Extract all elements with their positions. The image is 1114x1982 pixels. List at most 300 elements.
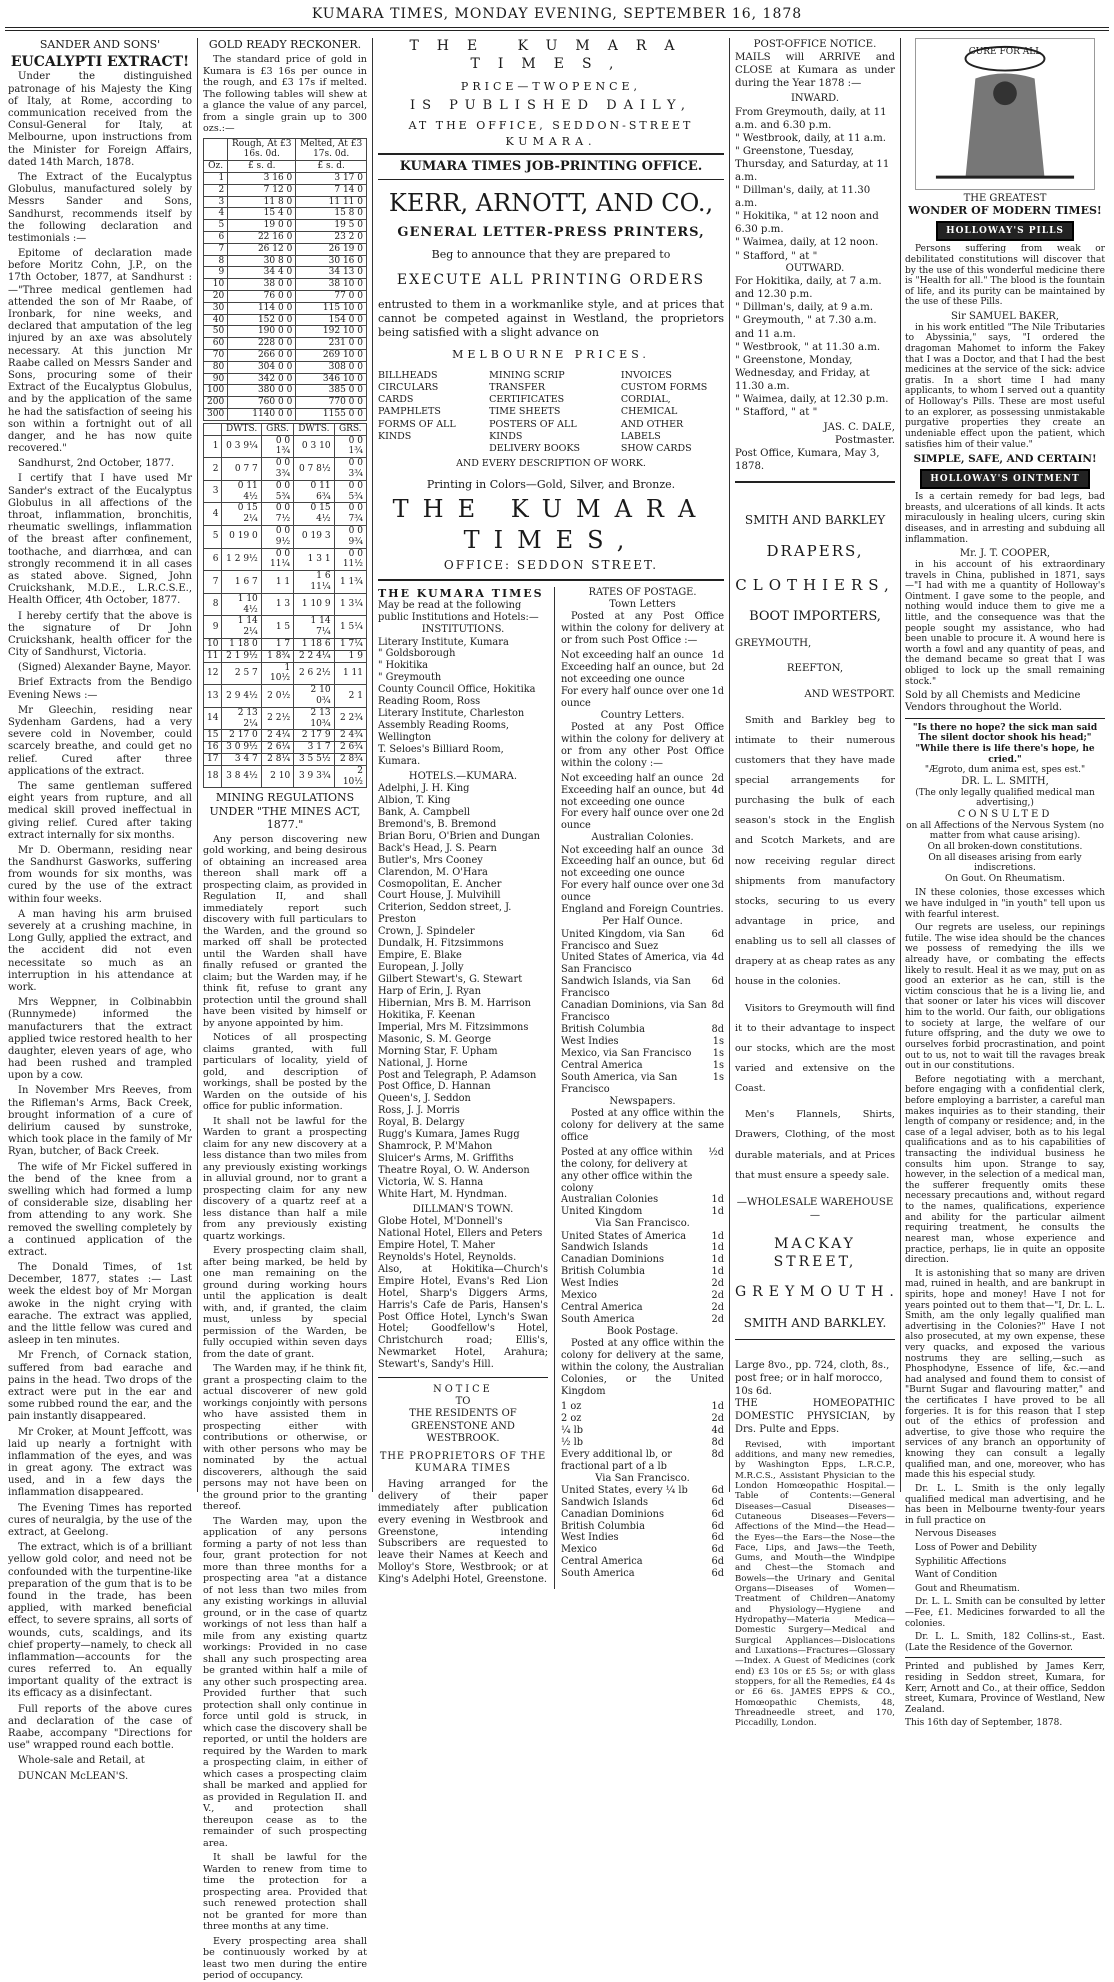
rate-row (561, 856, 724, 880)
dwt-cell: 1 5¼ (334, 616, 366, 639)
rate-value: 1d (711, 1242, 724, 1254)
dwt-cell: 3 5 5½ (294, 753, 334, 765)
dwt-row (204, 525, 367, 548)
ounce-cell: 269 10 0 (296, 350, 367, 362)
mining-body (203, 834, 367, 1982)
rate-label: ¼ lb (561, 1424, 584, 1436)
rate-heading: Town Letters (609, 599, 676, 610)
rate-row (561, 1568, 724, 1580)
oz-header (204, 138, 228, 161)
hotel-item: Bank, A. Campbell (378, 806, 471, 818)
column-divider (900, 38, 901, 1492)
ounce-row (204, 173, 367, 185)
dwt-row (204, 480, 367, 503)
masthead-rule-2 (5, 30, 1109, 31)
dillman-item: National Hotel, Ellers and Peters (378, 1227, 543, 1239)
hotel-item: Rugg's Kumara, James Rugg (378, 1129, 520, 1141)
dwt-cell: 0 0 5¾ (334, 480, 366, 503)
ounce-row (204, 255, 367, 267)
ounce-cell: 192 10 0 (296, 326, 367, 338)
imprint: Printed and published by James Kerr, residing in Seddon street, Kumara, for Kerr, Arnott and Co., at their office, Seddon street, Kumara, Province of Westland, New Zealand. (905, 1662, 1105, 1715)
rate-row (561, 1048, 724, 1060)
ounce-cell: 7 14 0 (296, 184, 367, 196)
rate-label: West Indies (561, 1532, 619, 1544)
smith-paragraph: IN these colonies, those excesses which we have indulged in "in youth" tell upon us with fearful interest. (905, 888, 1105, 920)
dwt-cell: 2 10 (261, 765, 293, 788)
po-intro: MAILS will ARRIVE and CLOSE at Kumara as under during the Year 1878 :— (735, 52, 895, 90)
rate-label: Central America (561, 1059, 643, 1071)
dwt-cell: 1 10 4½ (222, 593, 261, 616)
divider (905, 1657, 1105, 1658)
dwt-cell: 1 10½ (261, 662, 293, 685)
ounce-cell: 6 (204, 232, 228, 244)
homeo-title: THE HOMEOPATHIC DOMESTIC PHYSICIAN, by Drs. Pulte and Epps. (735, 1398, 895, 1435)
eucalypti-paragraph: Mr French, of Cornack station, suffered from bad earache and pains in the head. Two drops of the extract were put in the ear and some rubbed round the ear, and the pain instantly disappeared. (8, 1350, 192, 1423)
greymouth: GREYMOUTH, (735, 638, 812, 650)
dwt-row (204, 458, 367, 481)
rate-value: 4d (711, 784, 724, 796)
rate-value: 4d (711, 952, 724, 964)
printing-item: BILLHEADS (378, 369, 438, 381)
rate-value: ½d (708, 1146, 724, 1158)
po-signature: JAS. C. DALE, (823, 421, 895, 433)
printing-item: CORDIAL, CHEMICAL (620, 394, 678, 418)
smith-paragraph: Dr. L. L. Smith, 182 Collins-st., East. (Late the Residence of the Governor. (905, 1632, 1105, 1653)
dwt-table (203, 423, 367, 789)
rate-row (561, 1290, 724, 1302)
eucalypti-paragraph: The Extract of the Eucalyptus Globulus, manufactured solely by Messrs Sander and Sons, Sandhurst, recommends itself by the following declaration and testimonials :— (8, 171, 192, 244)
hotel-item: Theatre Royal, O. W. Anderson (378, 1165, 530, 1177)
ounce-cell: 760 0 0 (228, 397, 296, 409)
rate-value: 2d (711, 808, 724, 820)
hotel-item: Queen's, J. Seddon (378, 1093, 471, 1105)
rate-value: 1d (711, 1266, 724, 1278)
pills-banner: HOLLOWAY'S PILLS (936, 221, 1074, 242)
ounce-cell: 23 2 0 (296, 232, 367, 244)
post-office-column (735, 38, 900, 1729)
dwts-header: DWTS. (294, 423, 334, 435)
dwt-row (204, 707, 367, 730)
rate-text: Posted at any office within the colony for delivery at the same office (561, 1107, 724, 1143)
rate-value: 1d (711, 1194, 724, 1206)
smith-paragraph: Gout and Rheumatism. (915, 1583, 1020, 1594)
smith-paragraph: Before negotiating with a merchant, before engaging with a confidential clerk, before employing a barrister, a careful man makes inquiries as to their standing, their length of company or residence; and, in the case of a legal adviser, both as to his legal qualifications and as to his capabilities of transacting the individual business he consults him upon. Strange to say, however, in the selection of a medical man, the sufferer frequently omits these necessary precautions and, without regard to the names, qualifications, experience and ability for the particular ailment requiring treatment, he consults the nearest man, whose experience and practice, perhaps, lie in quite an opposite direction. (905, 1074, 1105, 1266)
rate-label: South America, via San Francisco (561, 1071, 678, 1095)
dwt-cell: 0 0 11½ (334, 548, 366, 571)
institution-item: Literary Institute, Kumara (378, 636, 509, 648)
rate-label: Sandwich Islands (561, 1496, 649, 1508)
hotel-item: Gilbert Stewart's, G. Stewart (378, 974, 523, 986)
rates-title: RATES OF POSTAGE. (588, 587, 697, 599)
rate-label: United States of America, via San Francisco (561, 952, 707, 976)
rate-row (561, 1556, 724, 1568)
printing-item: SHOW CARDS (620, 442, 692, 454)
rate-label: South America (561, 1568, 635, 1580)
rate-value: 1d (711, 685, 724, 697)
mining-paragraph: Every prospecting area shall be continuously worked by at least two men during the entire period of occupancy. (203, 1935, 367, 1982)
ounce-cell: 2 (204, 184, 228, 196)
rate-label: Not exceeding half an ounce (561, 650, 704, 661)
dwt-cell: 6 (204, 548, 222, 571)
hotel-item: European, J. Jolly (378, 962, 464, 974)
times-heading: THE KUMARA TIMES, (409, 38, 693, 72)
ounce-row (204, 302, 367, 314)
rate-label: United Kingdom (561, 1206, 643, 1218)
ounce-cell: 40 (204, 314, 228, 326)
ounce-cell: 26 19 0 (296, 243, 367, 255)
ounce-cell: 3 17 0 (296, 173, 367, 185)
dwt-cell: 2 17 0 (222, 730, 261, 742)
hotel-item: Hokitika, F. Keenan (378, 1009, 476, 1021)
institution-item: County Council Office, Hokitika (378, 684, 536, 696)
hotel-item: Butler's, Mrs Cooney (378, 854, 483, 866)
pills-body: Persons suffering from weak or debilitated constitutions will discover that by the use of this wonderful medicine there is "Health for all." The blood is the fountain of life, and its purity can be maintained by the use of these Pills. (905, 244, 1105, 308)
lsd-label: £ s. d. (296, 161, 367, 173)
rate-row (561, 1036, 724, 1048)
sold: Sold by all Chemists and Medicine Vendors throughout the World. (905, 690, 1081, 714)
ounce-row (204, 196, 367, 208)
dwt-cell: 2 6¾ (334, 742, 366, 754)
dwt-cell: 1 3¼ (334, 593, 366, 616)
rate-value: 1d (711, 650, 724, 661)
ounce-table (203, 138, 367, 421)
eucalypti-paragraph: Under the distinguished patronage of his Majesty the King of Italy, at Rome, according to communication received from the Consul-General for Italy, at Melbourne, upon instructions from the Minister for Foreign Affairs, dated 14th March, 1878. (8, 71, 192, 168)
printing-item: TIME SHEETS (489, 406, 561, 418)
ounce-cell: 7 (204, 243, 228, 255)
hotel-item: Dundalk, H. Fitzsimmons (378, 938, 504, 950)
dwt-cell: 1 2 9½ (222, 548, 261, 571)
holloway-column (905, 38, 1105, 1729)
rate-label: Posted at any office within the colony, for delivery at any other office within the colony (561, 1146, 693, 1194)
rate-row (561, 1449, 724, 1473)
dwt-row (204, 593, 367, 616)
rate-value: 6d (711, 1496, 724, 1508)
divider (378, 1377, 548, 1378)
baker: Sir SAMUEL BAKER, (951, 311, 1059, 323)
dwt-cell: 17 (204, 753, 222, 765)
rate-label: Not exceeding half an ounce (561, 844, 704, 856)
rate-label: Canadian Dominions (561, 1254, 665, 1266)
ointment-banner: HOLLOWAY'S OINTMENT (920, 469, 1089, 490)
rate-value: 2d (711, 1314, 724, 1326)
homeo-body: Revised, with important additions, and many new remedies, by Washington Epps, L.R.C.P., M.R.C.S., Assistant Physician to the London Homœopathic Hospital.—Table of Contents:—General Diseases—Casual Diseases—Cutaneous Diseases—Fevers—Affections of the Mind—the Head—the Eyes—the Ears—the Nose—the Face, Lips, and Jaws—the Teeth, Gums, and Mouth—the Windpipe and Chest—the Stomach and Bowels—the Urinary and Genital Organs—Diseases of Women—Treatment of Children—Anatomy and Physiology—Hygiene and Hydropathy—Materia Medica—Domestic Surgery—Medical and Surgical Appliances—Dislocations and Luxations—Fractures—Glossary—Index. A Guest of Medicines (cork end) £3 10s or £5 5s; or with glass stoppers, for all the Remedies, £4 4s or £6 6s. JAMES EPPS & CO., Homœopathic Chemists, 48, Threadneedle street, and 170, Piccadilly, London. (735, 1439, 896, 1729)
office-seddon: OFFICE: SEDDON STREET. (443, 557, 659, 572)
dwts-header: DWTS. (222, 423, 261, 435)
divider (735, 1339, 895, 1340)
eucalypti-paragraph: Whole-sale and Retail, at (18, 1755, 145, 1767)
reefton: REEFTON, (786, 663, 844, 675)
printing-item: POSTERS OF ALL KINDS (489, 418, 577, 442)
rate-row (561, 1147, 724, 1195)
smith-paragraph: Our regrets are useless, our repinings futile. The wise idea should be the chances we possess of remedying the ills we already have, or combating the effects likely to result. Heal it as we may, put on as good an exterior as he can, still is the victim conscious that he is a living lie, and that sooner or later his vices will discover him to the world. Our faith, our obligations to society at large, the welfare of our future offspring, and the duty we owe to ourselves forbid procrastination, and point out to us, not to wait till the ravages break out in our constitutions. (905, 923, 1105, 1072)
rate-label: Exceeding half an ounce, but not exceeding one ounce (561, 784, 706, 808)
ounce-row (204, 338, 367, 350)
rate-row (561, 1194, 724, 1206)
dwt-cell: 2 1 9½ (222, 650, 261, 662)
ounce-cell: 3 16 0 (228, 173, 296, 185)
rate-value: 6d (711, 1520, 724, 1532)
dwt-cell: 1 3 (261, 593, 293, 616)
dwt-cell: 0 7 7 (222, 458, 261, 481)
office-line: AT THE OFFICE, SEDDON-STREET (408, 118, 694, 132)
ounce-cell: 7 12 0 (228, 184, 296, 196)
execute-line: EXECUTE ALL PRINTING ORDERS (396, 271, 706, 288)
ounce-cell: 300 (204, 409, 228, 421)
column-divider (729, 38, 730, 1492)
dwt-cell: 1 1 (261, 571, 293, 594)
dwt-cell: 1 (204, 435, 222, 458)
rate-row (561, 1024, 724, 1036)
beg-line: Beg to announce that they are prepared to (431, 247, 671, 261)
ounce-row (204, 208, 367, 220)
ounce-cell: 19 5 0 (296, 220, 367, 232)
dwt-cell: 0 0 11¼ (261, 548, 293, 571)
ounce-cell: 26 12 0 (228, 243, 296, 255)
rate-heading: England and Foreign Countries. Per Half Ounce. (561, 904, 724, 928)
rate-value: 6d (711, 1484, 724, 1496)
ounce-row (204, 409, 367, 421)
printing-list (378, 370, 724, 455)
mail-item: From Greymouth, daily, at 11 a.m. and 6.30 p.m. (735, 106, 887, 132)
rate-row (561, 1266, 724, 1278)
rate-value: 8d (711, 1024, 724, 1036)
ounce-cell: 228 0 0 (228, 338, 296, 350)
dwt-cell: 1 6 7 (222, 571, 261, 594)
rate-label: Every additional lb, or fractional part of a lb (561, 1448, 672, 1472)
rate-label: Central America (561, 1556, 643, 1568)
institution-item: " Greymouth (378, 672, 442, 684)
ounce-cell: 231 0 0 (296, 338, 367, 350)
mining-paragraph: It shall be lawful for the Warden to renew from time to time the protection for a prospecting area. Provided that such renewed protection shall not be granted for more than three months at any time. (203, 1852, 367, 1933)
dwt-cell: 1 11 (334, 662, 366, 685)
dwt-row (204, 638, 367, 650)
hotel-item: Empire, E. Blake (378, 950, 462, 962)
mail-item: For Hokitika, daily, at 7 a.m. and 12.30 p.m. (735, 276, 882, 301)
ounce-cell: 1155 0 0 (296, 409, 367, 421)
reckoner-intro: The standard price of gold in Kumara is £3 16s per ounce in the rough, and £3 17s if melted. The following tables will shew at a glance the value of any parcel, from a single grain up to 300 ozs.:— (203, 54, 367, 135)
hotel-item: Masonic, S. M. George (378, 1033, 492, 1045)
institutions-heading: INSTITUTIONS. (421, 624, 505, 636)
divider (735, 481, 895, 483)
ounce-cell: 9 (204, 267, 228, 279)
printing-colors: Printing in Colors—Gold, Silver, and Bronze. (426, 478, 676, 492)
rate-value: 6d (711, 856, 724, 868)
rate-value: 2d (711, 772, 724, 784)
mail-item: " Waimea, daily, at 12.30 p.m. (735, 393, 889, 405)
hotel-item: Royal, B. Delargy (378, 1117, 465, 1129)
dwt-cell: 1 14 2¼ (222, 616, 261, 639)
dwt-cell: 1 9 (334, 650, 366, 662)
mining-paragraph: Every prospecting claim shall, after being marked, be held by one man remaining on the ground during working hours until the application is dealt with, and, if granted, the claim must, unless by special permission of the Warden, be fully occupied within seven days from the date of grant. (203, 1245, 367, 1360)
rate-value: 1d (711, 1230, 724, 1242)
dwt-row (204, 650, 367, 662)
divider (378, 153, 724, 155)
ounce-row (204, 267, 367, 279)
consulted: CONSULTED (957, 808, 1053, 820)
dwt-cell: 0 0 9½ (261, 525, 293, 548)
hotel-item: Harp of Erin, J. Ryan (378, 985, 481, 997)
greymouth-big: GREYMOUTH. (735, 1283, 900, 1300)
mail-item: " Westbrook, daily, at 11 a.m. (735, 133, 887, 145)
rate-row (561, 686, 724, 710)
kumara-line: KUMARA. (505, 134, 597, 148)
inward-heading: INWARD. (790, 93, 840, 105)
ounce-cell: 77 0 0 (296, 291, 367, 303)
ounce-cell: 380 0 0 (228, 385, 296, 397)
rate-label: Central America (561, 1302, 643, 1314)
ounce-cell: 34 4 0 (228, 267, 296, 279)
rough-header: Rough, At £3 16s. 0d. (228, 138, 296, 161)
every-description: AND EVERY DESCRIPTION OF WORK. (456, 458, 646, 470)
printing-item: INVOICES (620, 369, 672, 381)
mail-item: " Hokitika, " at 12 noon and 6.30 p.m. (735, 211, 879, 236)
ounce-cell: 8 (204, 255, 228, 267)
eucalypti-body (8, 71, 192, 1782)
eucalypti-paragraph: Brief Extracts from the Bendigo Evening News :— (8, 677, 192, 701)
ounce-cell: 3 (204, 196, 228, 208)
dwt-cell: 5 (204, 525, 222, 548)
dwt-cell: 2 (204, 458, 222, 481)
rate-value: 1s (712, 1071, 724, 1083)
column-divider (372, 38, 373, 1492)
rate-text: Posted at any office within the colony for delivery at the same, within the colony, the Australian Colonies, or the United Kingdom (561, 1338, 724, 1397)
dwt-cell: 2 2½ (261, 707, 293, 730)
rate-label: Mexico, via San Francisco (561, 1047, 692, 1059)
rate-row (561, 1413, 724, 1425)
published-line: IS PUBLISHED DAILY, (409, 97, 693, 113)
ounce-cell: 22 16 0 (228, 232, 296, 244)
broken: On all broken-down constitutions. (927, 841, 1083, 852)
dwt-cell: 0 0 3¾ (334, 458, 366, 481)
outward-heading: OUTWARD. (785, 262, 845, 274)
ounce-cell: 114 0 0 (228, 302, 296, 314)
ounce-cell: 10 (204, 279, 228, 291)
dwt-cell: 7 (204, 571, 222, 594)
smith-paragraph: Loss of Power and Debility (915, 1542, 1037, 1553)
rate-heading: Via San Francisco. (595, 1218, 690, 1230)
printing-item: DELIVERY BOOKS (489, 442, 581, 454)
printing-item: CIRCULARS (378, 382, 439, 394)
ounce-row (204, 361, 367, 373)
dwt-cell: 3 8 4½ (222, 765, 261, 788)
dwt-cell: 2 2¾ (334, 707, 366, 730)
eucalypti-paragraph: A man having his arm bruised severely at a crushing machine, in Long Gully, applied the extract, and the accident did not even necessitate so much as an interruption in his attendance at work. (8, 908, 192, 993)
ointment-body: Is a certain remedy for bad legs, bad breasts, and ulcerations of all kinds. It acts miraculously in healing ulcers, curing skin diseases, and in arresting and subduing all inflammation. (905, 492, 1105, 545)
rate-value: 6d (711, 1556, 724, 1568)
rate-label: South America (561, 1314, 635, 1326)
rate-row (561, 1206, 724, 1218)
masthead-rule (5, 27, 1109, 28)
cooper: Mr. J. T. COOPER, (959, 548, 1051, 560)
mail-item: " Westbrook, " at 11.30 a.m. (735, 341, 881, 353)
dwt-cell: 9 (204, 616, 222, 639)
notice-heading: NOTICE (433, 1384, 493, 1396)
dwt-row (204, 503, 367, 526)
smith-name-2: SMITH AND BARKLEY. (743, 1315, 887, 1330)
rate-row (561, 1509, 724, 1521)
boot-importers: BOOT IMPORTERS, (749, 608, 881, 624)
ounce-cell: 308 0 0 (296, 361, 367, 373)
rate-value: 1s (712, 1059, 724, 1071)
rate-row (561, 929, 724, 953)
rate-row (561, 1401, 724, 1413)
on-all: on all Affections of the Nervous System (no matter from what cause arising). (906, 820, 1104, 842)
smith-name: SMITH AND BARKLEY (744, 513, 886, 528)
dwt-cell: 0 3 10 (294, 435, 334, 458)
masthead: KUMARA TIMES, MONDAY EVENING, SEPTEMBER 16, 1878 (311, 6, 803, 22)
postage-column (561, 587, 724, 1589)
eucalypti-paragraph: Mrs Weppner, in Colbinabbin (Runnymede) informed the manufacturers that the extract applied twice restored health to her daughter, eleven years of age, who had been rushed and trampled upon by a cow. (8, 997, 192, 1082)
greatest: THE GREATEST (963, 193, 1047, 204)
ounce-cell: 19 0 0 (228, 220, 296, 232)
rate-row (561, 1425, 724, 1437)
rate-label: British Columbia (561, 1520, 645, 1532)
holloway-seal-icon (916, 39, 1094, 187)
rate-value: 2d (711, 1278, 724, 1290)
rate-label: Sandwich Islands (561, 1242, 649, 1254)
dwt-row (204, 753, 367, 765)
eucalypti-paragraph: The Evening Times has reported cures of neuralgia, by the use of the extract, at Geelong. (8, 1502, 192, 1539)
rate-label: For every half ounce over one ounce (561, 808, 710, 832)
printing-item: MINING SCRIP (489, 369, 565, 381)
dwt-cell: 2 6 2½ (294, 662, 334, 685)
rate-label: West Indies (561, 1036, 619, 1047)
mining-title: MINING REGULATIONS UNDER "THE MINES ACT, 1877." (209, 791, 361, 831)
ounce-cell: 30 8 0 (228, 255, 296, 267)
clothiers: CLOTHIERS, (735, 575, 895, 594)
rate-value: 4d (711, 1424, 724, 1436)
rate-text: Posted at any Post Office within the colony for delivery at or from any other Post Office within the colony :— (561, 721, 724, 769)
dwt-cell: 2 4¾ (334, 730, 366, 742)
ounce-row (204, 279, 367, 291)
printing-item: CUSTOM FORMS (620, 382, 708, 394)
ounce-cell: 76 0 0 (228, 291, 296, 303)
ounce-row (204, 220, 367, 232)
ounce-cell: 34 13 0 (296, 267, 367, 279)
ounce-cell: 20 (204, 291, 228, 303)
ounce-row (204, 184, 367, 196)
dwt-cell: 4 (204, 503, 222, 526)
hotel-item: Imperial, Mrs M. Fitzsimmons (378, 1021, 529, 1033)
dwt-cell: 2 9 4½ (222, 685, 261, 708)
ounce-cell: 11 8 0 (228, 196, 296, 208)
dwt-cell: 15 (204, 730, 222, 742)
baker-body: in his work entitled "The Nile Tributaries to Abyssinia," says, "I ordered the dragoman Mahomet to inform the Fakey that I was a Doctor, and that I had the best medicines at the service of the sick: advice gratis. In a short time I had many applicants, to whom I served out a quantity of Holloway's Pills. These are most useful to an explorer, as possessing unmistakable purgative properties they create an undeniable effect upon the patient, which satisfies him of their value." (905, 322, 1105, 450)
dillman-item: Reynolds's Hotel, Reynolds. (378, 1251, 517, 1263)
dwt-row (204, 685, 367, 708)
dwt-cell: 1 5 (261, 616, 293, 639)
rate-row (561, 785, 724, 809)
hotel-item: Clarendon, M. O'Hara (378, 866, 488, 878)
hotel-item: Sluicer's Arms, M. Griffiths (378, 1153, 514, 1165)
imprint-date: This 16th day of September, 1878. (905, 1718, 1063, 1729)
dwt-cell: 0 0 1¾ (261, 435, 293, 458)
rate-label: For every half ounce over one ounce (561, 880, 710, 904)
rate-label: British Columbia (561, 1266, 645, 1278)
hotels-heading: HOTELS.—KUMARA. (408, 770, 518, 782)
rate-row (561, 1231, 724, 1243)
also-text: Also, at Hokitika—Church's Empire Hotel, Evans's Red Lion Hotel, Sharp's Diggers Arms, Harris's Cafe de Paris, Hansen's Post Office Hotel, Lynch's Swan Hotel; Goodfellow's Hotel, Christchurch road; Ellis's, Newmarket Hotel, Arahura; Stewart's, Sandy's Hill. (378, 1263, 548, 1371)
dwt-cell: 1 10 9 (294, 593, 334, 616)
hotel-item: Post and Telegraph, P. Adamson (378, 1069, 537, 1081)
hotel-item: Albion, T. King (378, 794, 451, 806)
po-title: POST-OFFICE NOTICE. (753, 39, 877, 50)
rate-value: 8d (711, 1448, 724, 1460)
grs-header: GRS. (334, 423, 366, 435)
only-qualified: (The only legally qualified medical man advertising,) (915, 787, 1095, 809)
gout: On Gout. On Rheumatism. (945, 873, 1065, 884)
rate-row (561, 1302, 724, 1314)
